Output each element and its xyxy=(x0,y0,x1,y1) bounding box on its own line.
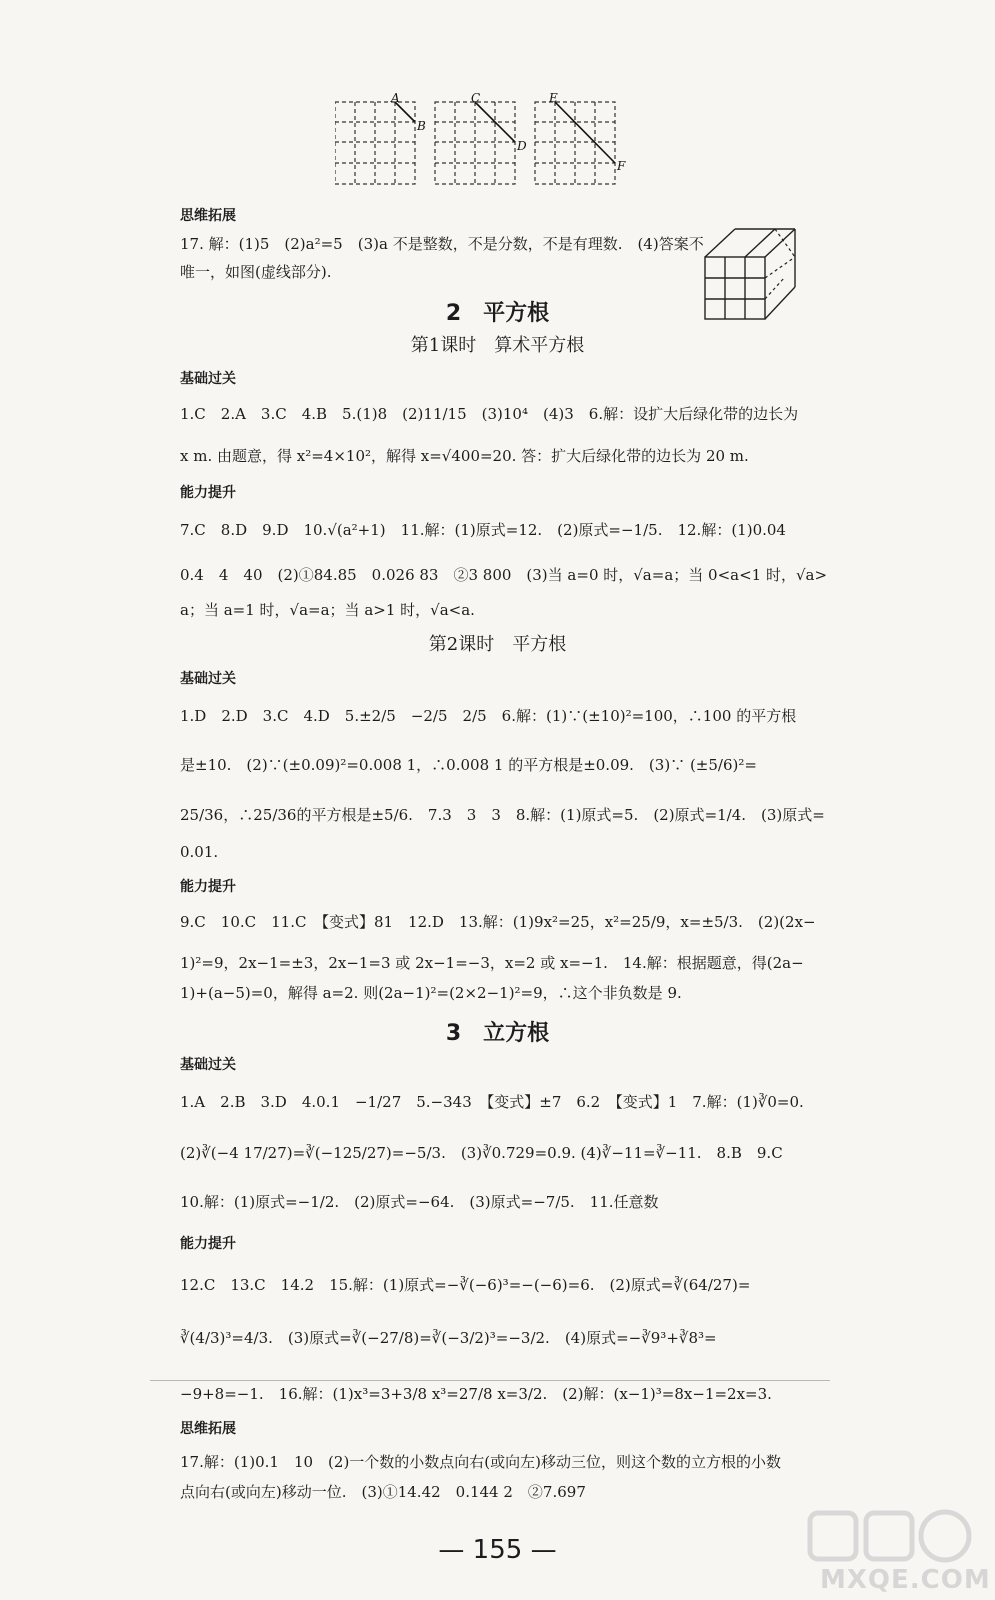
divider xyxy=(150,1380,830,1381)
lesson-title: 第1课时 算术平方根 xyxy=(410,335,585,356)
answer-line: 17.解：(1)0.1 10 (2)一个数的小数点向右(或向左)移动三位，则这个数的立方根的小数 xyxy=(180,1453,781,1471)
answer-line: −9+8=−1. 16.解：(1)x³=3+3/8 x³=27/8 x=3/2. (2)解：(x−1)³=8x−1=2x=3. xyxy=(180,1385,772,1403)
section-head: 思维拓展 xyxy=(180,208,236,224)
answer-line: 7.C 8.D 9.D 10.√(a²+1) 11.解：(1)原式=12. (2)原式=−1/5. 12.解：(1)0.04 xyxy=(180,521,786,539)
answer-line: (2)∛(−4 17/27)=∛(−125/27)=−5/3. (3)∛0.729=0.9. (4)∛−11=∛−11. 8.B 9.C xyxy=(180,1144,783,1162)
answer-line: x m. 由题意，得 x²=4×10²，解得 x=√400=20. 答：扩大后绿化带的边长为 20 m. xyxy=(180,447,749,465)
watermark-text: MXQE.COM xyxy=(820,1565,991,1595)
answer-line: 1)+(a−5)=0，解得 a=2. 则(2a−1)²=(2×2−1)²=9，∴这个非负数是 9. xyxy=(180,984,682,1002)
label-d: D xyxy=(517,139,527,153)
answer-line: 25/36，∴25/36的平方根是±5/6. 7.3 3 3 8.解：(1)原式=5. (2)原式=1/4. (3)原式= xyxy=(180,806,825,824)
label-f: F xyxy=(617,159,626,173)
section-head: 能力提升 xyxy=(180,485,236,501)
grid-figures xyxy=(335,92,635,192)
page-number: — 155 — xyxy=(438,1535,557,1565)
lesson-title: 第2课时 平方根 xyxy=(428,634,567,655)
section-head: 基础过关 xyxy=(180,371,236,387)
label-e: E xyxy=(549,92,558,105)
label-c: C xyxy=(471,92,481,105)
answer-line: 9.C 10.C 11.C 【变式】81 12.D 13.解：(1)9x²=25，x²=25/9，x=±5/3. (2)(2x− xyxy=(180,913,816,931)
section-title: 3 立方根 xyxy=(445,1021,550,1046)
answer-line: 1)²=9，2x−1=±3，2x−1=3 或 2x−1=−3，x=2 或 x=−1. 14.解：根据题意，得(2a− xyxy=(180,954,804,972)
answer-line: 17. 解：(1)5 (2)a²=5 (3)a 不是整数，不是分数，不是有理数. (4)答案不 xyxy=(180,235,704,253)
section-head: 思维拓展 xyxy=(180,1421,236,1437)
section-head: 能力提升 xyxy=(180,1236,236,1252)
label-a: A xyxy=(391,92,400,105)
answer-line: ∛(4/3)³=4/3. (3)原式=∛(−27/8)=∛(−3/2)³=−3/2. (4)原式=−∛9³+∛8³= xyxy=(180,1329,717,1347)
answer-line: 是±10. (2)∵(±0.09)²=0.008 1，∴0.008 1 的平方根是±0.09. (3)∵ (±5/6)²= xyxy=(180,756,757,774)
section-head: 基础过关 xyxy=(180,1057,236,1073)
answer-line: 点向右(或向左)移动一位. (3)①14.42 0.144 2 ②7.697 xyxy=(180,1483,586,1501)
answer-line: a；当 a=1 时，√a=a；当 a>1 时，√a<a. xyxy=(180,601,475,619)
section-head: 能力提升 xyxy=(180,879,236,895)
answer-line: 1.A 2.B 3.D 4.0.1 −1/27 5.−343 【变式】±7 6.2 【变式】1 7.解：(1)∛0=0. xyxy=(180,1093,804,1111)
answer-line: 0.01. xyxy=(180,843,219,861)
section-title: 2 平方根 xyxy=(445,301,550,326)
answer-line: 0.4 4 40 (2)①84.85 0.026 83 ②3 800 (3)当 a=0 时，√a=a；当 0<a<1 时，√a> xyxy=(180,566,828,584)
answer-line: 1.D 2.D 3.C 4.D 5.±2/5 −2/5 2/5 6.解：(1)∵(±10)²=100，∴100 的平方根 xyxy=(180,707,797,725)
answer-line: 1.C 2.A 3.C 4.B 5.(1)8 (2)11/15 (3)10⁴ (4)3 6.解：设扩大后绿化带的边长为 xyxy=(180,405,799,423)
label-b: B xyxy=(417,119,426,133)
section-head: 基础过关 xyxy=(180,671,236,687)
answer-line: 唯一，如图(虚线部分). xyxy=(180,263,332,281)
answer-line: 12.C 13.C 14.2 15.解：(1)原式=−∛(−6)³=−(−6)=6. (2)原式=∛(64/27)= xyxy=(180,1276,751,1294)
answer-line: 10.解：(1)原式=−1/2. (2)原式=−64. (3)原式=−7/5. 11.任意数 xyxy=(180,1193,659,1211)
